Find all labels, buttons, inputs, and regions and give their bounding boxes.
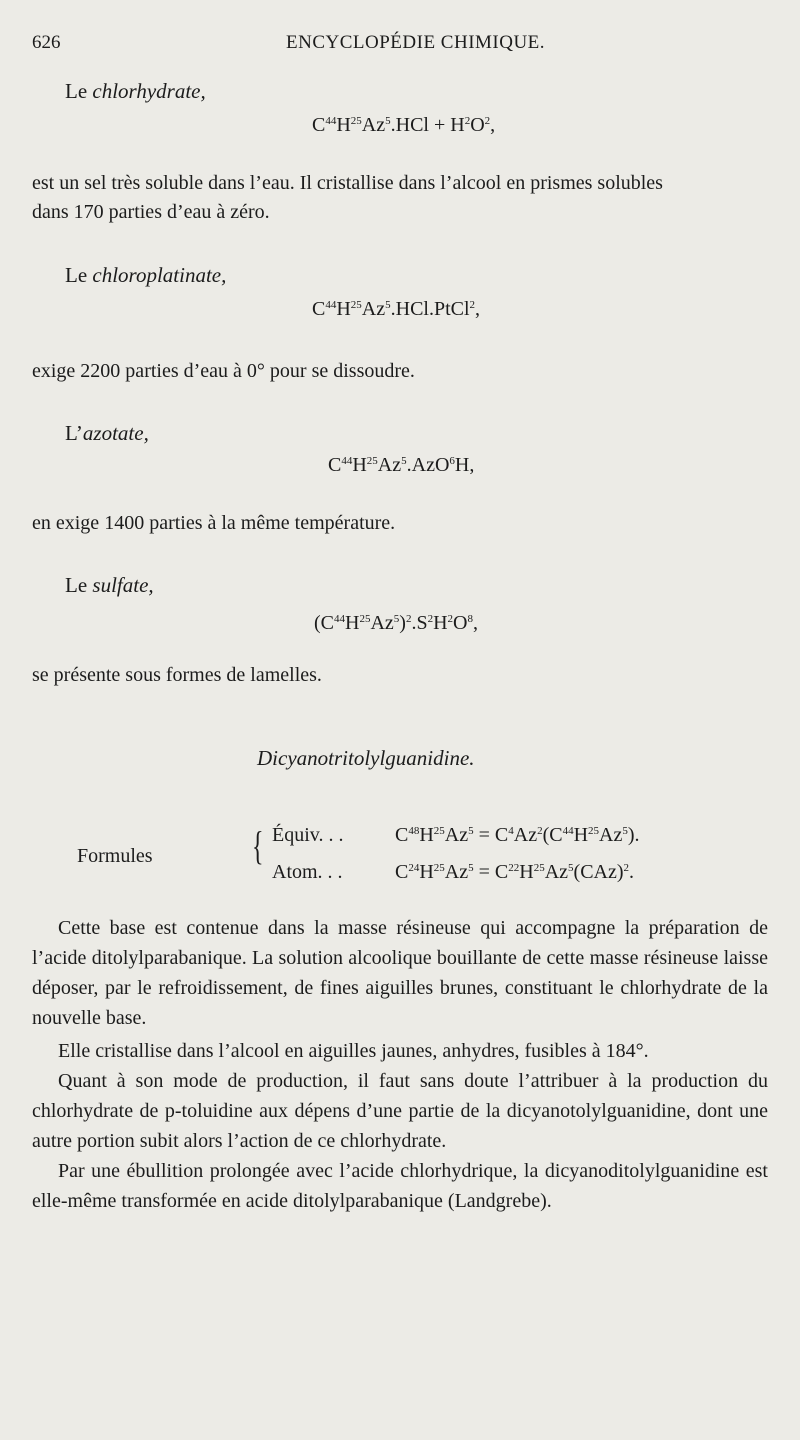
paragraph: Cette base est contenue dans la masse résineuse qui accompagne la préparation de l’acide ditolylparabanique. La solution alcoolique bouillante de cette masse résineuse laisse déposer, par le refroidissement, de fines aiguilles brunes, constituant le chlorhydrate de la nouvelle base. bbox=[32, 917, 768, 1029]
chloroplatinate-text: exige 2200 parties d’eau à 0° pour se dissoudre. bbox=[32, 360, 415, 382]
azotate-intro: L’azotate, bbox=[65, 421, 149, 445]
salt-name: azotate, bbox=[82, 421, 149, 445]
formules-brace: { bbox=[252, 823, 264, 868]
chlorhydrate-text-line2: dans 170 parties d’eau à zéro. bbox=[32, 201, 270, 223]
page-number: 626 bbox=[32, 32, 61, 53]
salt-name: chlorhydrate, bbox=[92, 79, 206, 103]
chlorhydrate-text-line1: est un sel très soluble dans l’eau. Il cristallise dans l’alcool en prismes solubles bbox=[32, 172, 663, 194]
chloroplatinate-formula: $C^{44}H^{25}Az^5.HCl.PtCl^2$, bbox=[312, 298, 481, 320]
paragraph: Par une ébullition prolongée avec l’acide chlorhydrique, la dicyanoditolylguanidine est elle-même transformée en acide ditolylparabanique (Landgrebe). bbox=[32, 1160, 768, 1212]
atom-label: Atom. . . bbox=[272, 861, 343, 883]
sulfate-text: se présente sous formes de lamelles. bbox=[32, 664, 322, 686]
salt-name: chloroplatinate, bbox=[92, 263, 227, 287]
chlorhydrate-intro bbox=[65, 78, 206, 104]
chlorhydrate-formula: $C^{44}H^{25}Az^5.HCl + H^2O^2$, bbox=[312, 114, 496, 136]
formules-label: Formules bbox=[77, 845, 153, 867]
paragraph: Quant à son mode de production, il faut sans doute l’attribuer à la production du chlorhydrate de p-toluidine aux dépens d’une partie de la dicyanotolylguanidine, dont une autre portion subit alors l’action de ce chlorhydrate. bbox=[32, 1070, 768, 1152]
equiv-label: Équiv. . . bbox=[272, 824, 344, 846]
salt-name: sulfate, bbox=[92, 573, 154, 597]
sulfate-intro: Le sulfate, bbox=[65, 573, 154, 597]
intro-prefix: Le bbox=[65, 79, 93, 103]
azotate-formula: $C^{44}H^{25}Az^5.AzO^6H$, bbox=[328, 454, 475, 476]
section-heading: Dicyanotritolylguanidine. bbox=[257, 746, 475, 770]
paragraph: Elle cristallise dans l’alcool en aiguilles jaunes, anhydres, fusibles à 184°. bbox=[58, 1040, 649, 1062]
azotate-text: en exige 1400 parties à la même température. bbox=[32, 512, 396, 534]
chloroplatinate-intro: Le chloroplatinate, bbox=[65, 263, 227, 287]
sulfate-formula: $(C^{44}H^{25}Az^5)^2.S^2H^2O^8$, bbox=[314, 612, 478, 634]
equiv-formula: $C^{48}H^{25}Az^5 = C^4Az^2(C^{44}H^{25}Az^5)$. bbox=[395, 824, 640, 846]
running-title: ENCYCLOPÉDIE CHIMIQUE. bbox=[286, 32, 546, 53]
atom-formula: $C^{24}H^{25}Az^5 = C^{22}H^{25}Az^5(CAz)^2$. bbox=[395, 861, 635, 883]
